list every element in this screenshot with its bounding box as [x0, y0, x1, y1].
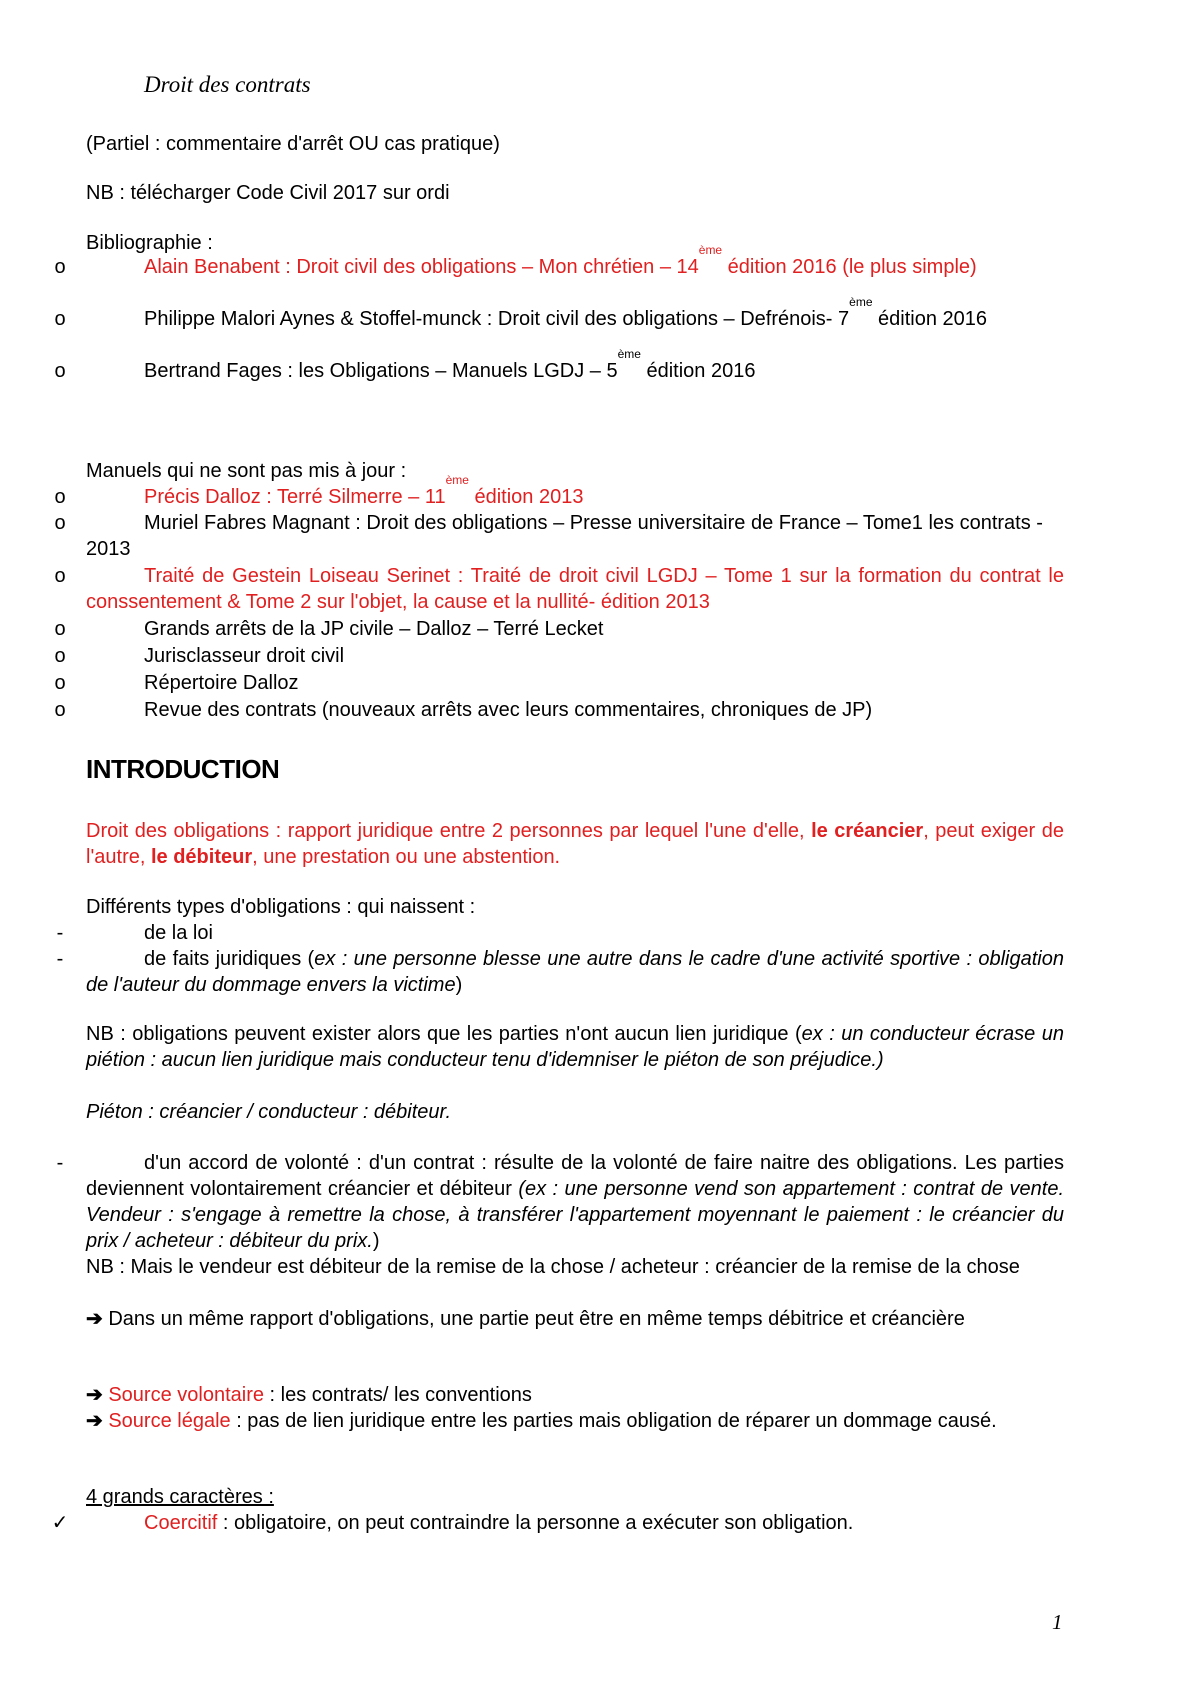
list-bullet: o	[54, 565, 66, 587]
definition-paragraph: Droit des obligations : rapport juridique entre 2 personnes par lequel l'une d'elle, le créancier, peut exiger de l'autre, le débiteur, une prestation ou une abstention.	[86, 820, 1064, 868]
source-legale: ➔ Source légale : pas de lien juridique entre les parties mais obligation de réparer un dommage causé.	[86, 1410, 997, 1432]
list-bullet: o	[54, 256, 66, 278]
manuel-item: o Répertoire Dalloz	[86, 670, 1064, 696]
list-bullet: o	[54, 486, 66, 508]
arrow-icon: ➔	[86, 1384, 103, 1406]
arrow-paragraph: ➔ Dans un même rapport d'obligations, une partie peut être en même temps débitrice et créancière	[86, 1308, 965, 1330]
partiel-line: (Partiel : commentaire d'arrêt OU cas pratique)	[86, 133, 500, 155]
type-item: - de la loi	[86, 920, 1064, 946]
nb-vendeur: NB : Mais le vendeur est débiteur de la remise de la chose / acheteur : créancier de la remise de la chose	[86, 1256, 1020, 1278]
biblio-item: o Philippe Malori Aynes & Stoffel-munck : Droit civil des obligations – Defrénois- 7ème édition 2016	[86, 306, 1064, 332]
caractere-item: ✓ Coercitif : obligatoire, on peut contraindre la personne a exécuter son obligation.	[51, 1512, 854, 1534]
list-bullet: o	[54, 618, 66, 640]
types-heading: Différents types d'obligations : qui naissent :	[86, 896, 476, 918]
type-item: - d'un accord de volonté : d'un contrat : résulte de la volonté de faire naitre des obligations. Les parties deviennent volontairement créancier et débiteur (ex : une personne vend son appartement : contrat de vente. Vendeur : s'engage à remettre la chose, à transférer l'appartement moyennant le paiement : le créancier du prix / acheteur : débiteur du prix.)	[86, 1150, 1064, 1254]
manuel-item: o Muriel Fabres Magnant : Droit des obligations – Presse universitaire de France – Tome1 les contrats - 2013	[86, 510, 1064, 562]
biblio-item: o Alain Benabent : Droit civil des obligations – Mon chrétien – 14ème édition 2016 (le plus simple)	[86, 254, 1064, 280]
list-bullet: o	[54, 645, 66, 667]
list-dash: -	[56, 948, 64, 970]
arrow-icon: ➔	[86, 1308, 103, 1330]
list-bullet: o	[54, 512, 66, 534]
section-heading-introduction: INTRODUCTION	[86, 754, 280, 784]
biblio-heading: Bibliographie :	[86, 232, 213, 254]
source-volontaire: ➔ Source volontaire : les contrats/ les conventions	[86, 1384, 532, 1406]
manuel-item: o Revue des contrats (nouveaux arrêts avec leurs commentaires, chroniques de JP)	[86, 697, 1064, 723]
manuel-item: o Grands arrêts de la JP civile – Dalloz – Terré Lecket	[86, 616, 1064, 642]
nb-code-civil: NB : télécharger Code Civil 2017 sur ordi	[86, 182, 450, 204]
manuel-item: o Précis Dalloz : Terré Silmerre – 11ème édition 2013	[86, 484, 1064, 510]
manuels-heading: Manuels qui ne sont pas mis à jour :	[86, 460, 407, 482]
list-dash: -	[56, 1152, 64, 1174]
list-dash: -	[56, 922, 64, 944]
checkmark-icon: ✓	[51, 1512, 69, 1534]
list-bullet: o	[54, 308, 66, 330]
biblio-item: o Bertrand Fages : les Obligations – Manuels LGDJ – 5ème édition 2016	[86, 358, 1064, 384]
list-bullet: o	[54, 699, 66, 721]
type-item: - de faits juridiques (ex : une personne blesse une autre dans le cadre d'une activité sportive : obligation de l'auteur du dommage envers la victime)	[86, 946, 1064, 998]
nb-obligations: NB : obligations peuvent exister alors que les parties n'ont aucun lien juridique (ex : un conducteur écrase un piétion : aucun lien juridique mais conducteur tenu d'idemniser le piéton de son préjudice.)	[86, 1023, 1064, 1071]
list-bullet: o	[54, 672, 66, 694]
caracteres-heading: 4 grands caractères :	[86, 1486, 274, 1508]
list-bullet: o	[54, 360, 66, 382]
manuel-item: o Jurisclasseur droit civil	[86, 643, 1064, 669]
page-number: 1	[1052, 1610, 1063, 1634]
manuel-item: o Traité de Gestein Loiseau Serinet : Traité de droit civil LGDJ – Tome 1 sur la formation du contrat le conssentement & Tome 2 sur l'objet, la cause et la nullité- édition 2013	[86, 563, 1064, 615]
pieton-line: Piéton : créancier / conducteur : débiteur.	[86, 1101, 452, 1123]
arrow-icon: ➔	[86, 1410, 103, 1432]
document-header: Droit des contrats	[144, 72, 311, 97]
